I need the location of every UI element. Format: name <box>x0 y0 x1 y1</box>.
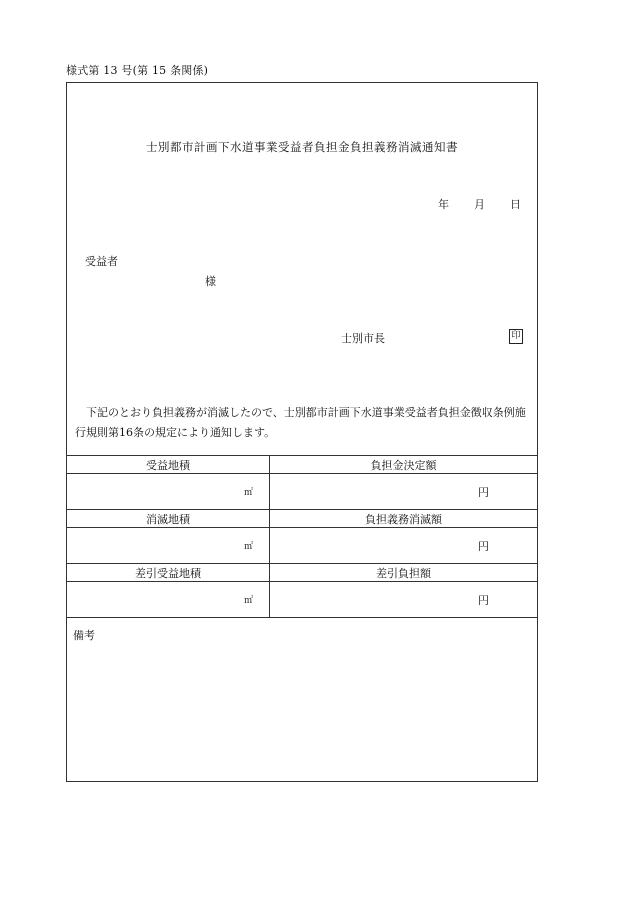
table-row <box>67 528 538 564</box>
table-header-row <box>67 456 538 474</box>
area-value-cell: ㎡ <box>67 582 270 618</box>
seal-mark: 印 <box>509 329 523 344</box>
table-header-row <box>67 564 538 582</box>
table-header-cell: 負担金決定額 <box>270 456 538 474</box>
table-header-cell: 差引受益地積 <box>67 564 270 582</box>
table-header-cell: 受益地積 <box>67 456 270 474</box>
amount-value-cell: 円 <box>270 582 538 618</box>
recipient-label: 受益者 <box>85 255 118 268</box>
date-month-label: 月 <box>474 198 485 211</box>
document-title: 士別都市計画下水道事業受益者負担金負担義務消滅通知書 <box>146 140 458 154</box>
form-number-label: 様式第 13 号(第 15 条関係) <box>66 64 209 77</box>
amount-value-cell: 円 <box>270 474 538 510</box>
table-header-row <box>67 510 538 528</box>
amounts-table <box>66 455 538 618</box>
area-value-cell: ㎡ <box>67 528 270 564</box>
notice-body-text: 下記のとおり負担義務が消滅したので、士別都市計画下水道事業受益者負担金徴収条例施行規則第16条の規定により通知します。 <box>75 406 526 439</box>
amount-value-cell: 円 <box>270 528 538 564</box>
date-day-label: 日 <box>510 198 521 211</box>
table-header-cell: 差引負担額 <box>270 564 538 582</box>
table-header-cell: 負担義務消滅額 <box>270 510 538 528</box>
notice-form <box>66 82 538 782</box>
remarks-label: 備考 <box>73 629 95 642</box>
table-header-cell: 消滅地積 <box>67 510 270 528</box>
area-value-cell: ㎡ <box>67 474 270 510</box>
table-row <box>67 474 538 510</box>
issuer-label: 士別市長 <box>341 332 385 345</box>
table-row <box>67 582 538 618</box>
honorific-label: 様 <box>205 275 216 288</box>
date-year-label: 年 <box>438 198 449 211</box>
